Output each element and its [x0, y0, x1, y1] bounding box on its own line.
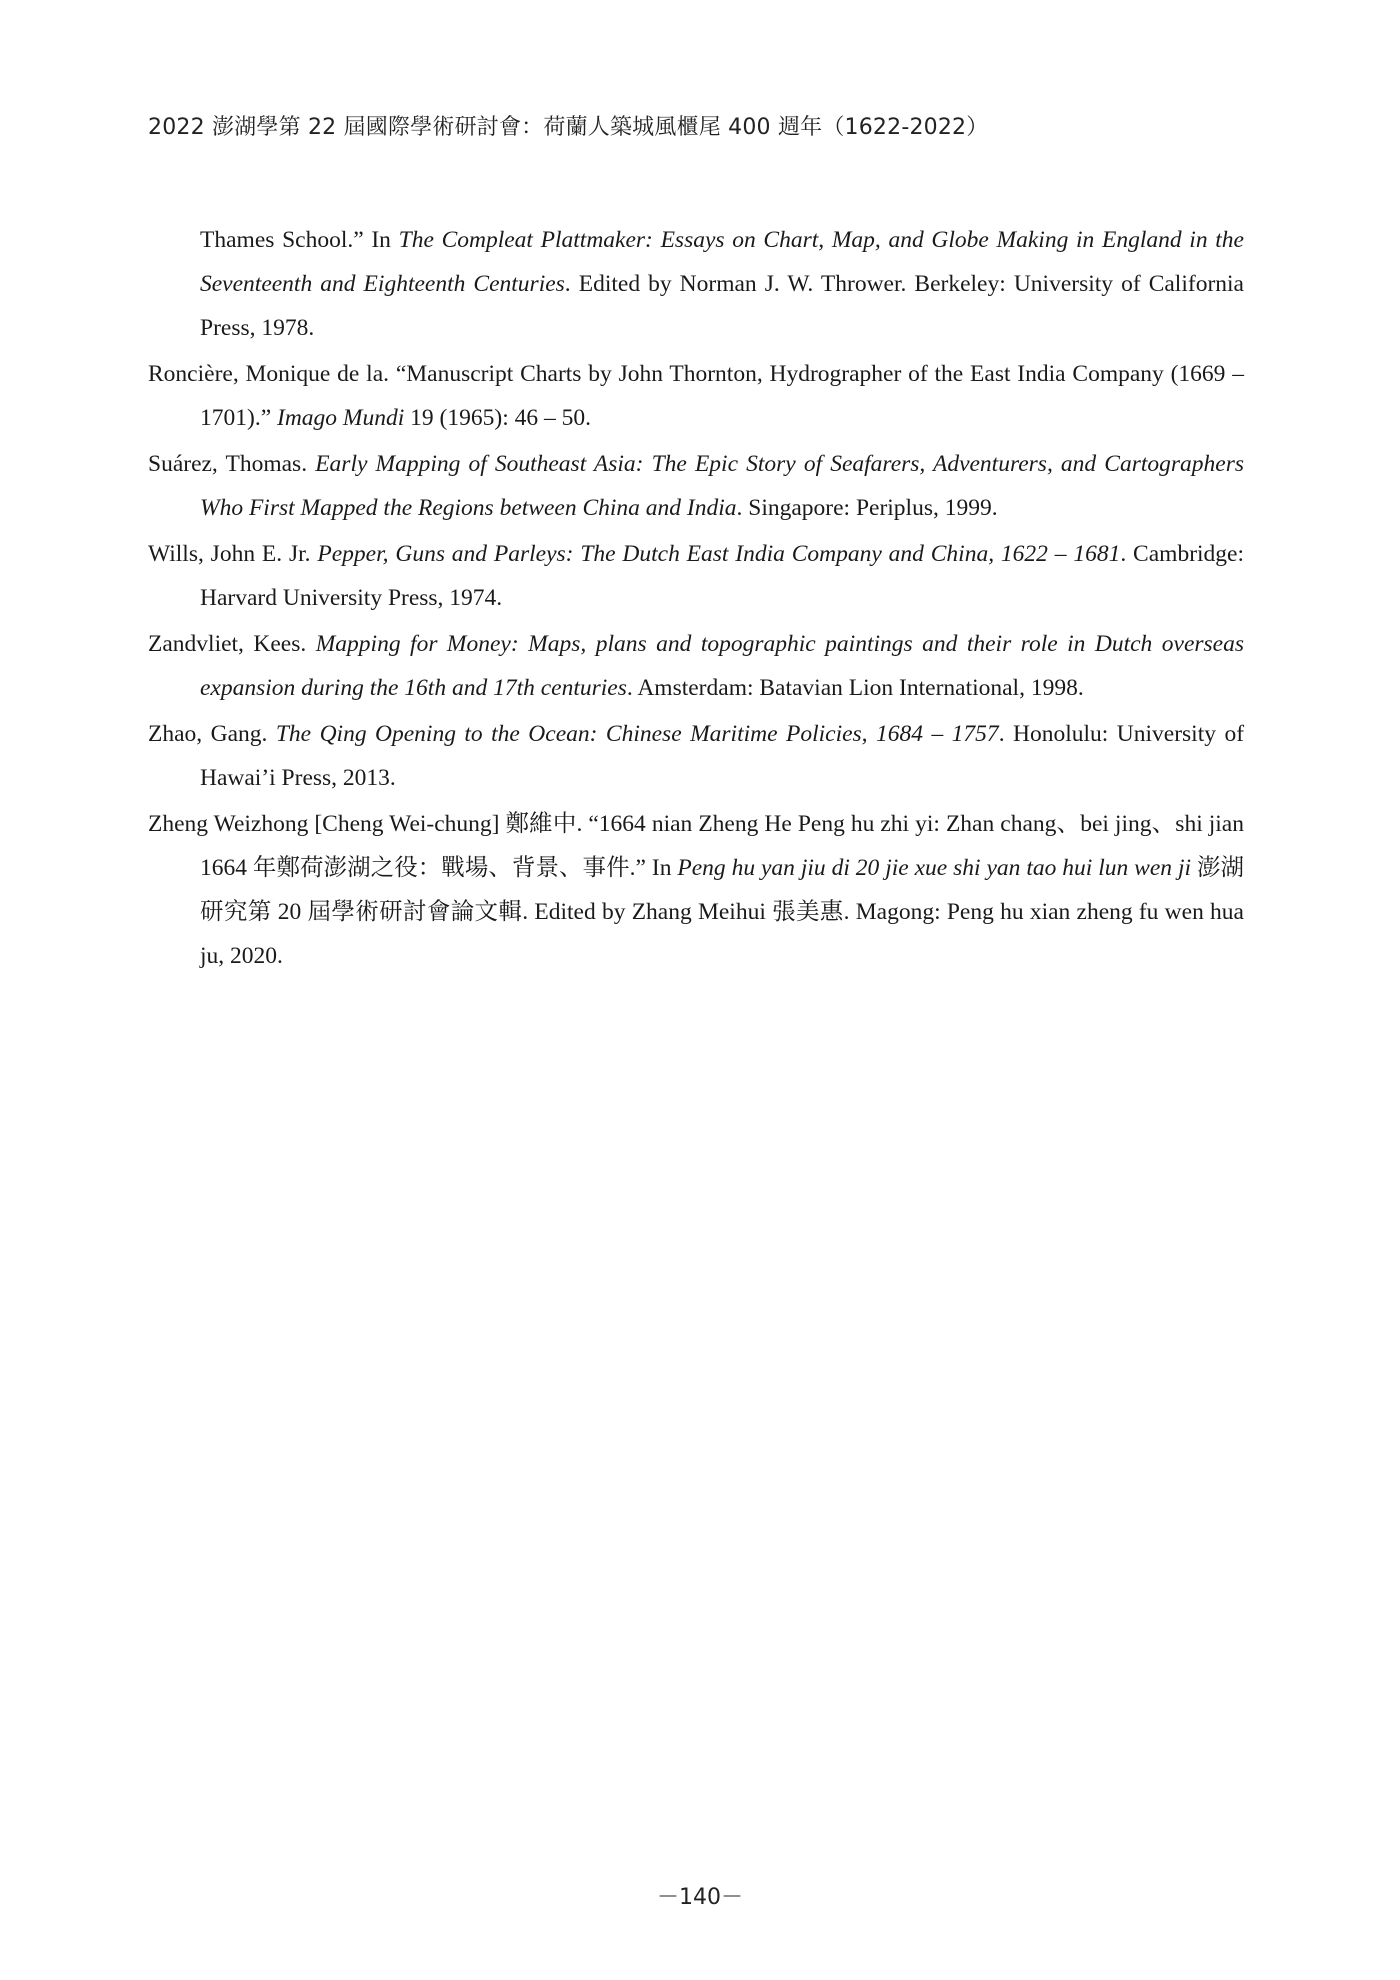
page-number: －140－ [657, 1885, 743, 1910]
bibliography-entry [148, 622, 1244, 710]
entry-text: . Edited by Norman J. W. Thrower. Berkeley: University of California Press, 1978. [200, 271, 1244, 341]
entry-text: . Honolulu: University of Hawai’i Press, 2013. [200, 721, 1245, 791]
bibliography-entry [148, 532, 1244, 620]
entry-text: . Singapore: Periplus, 1999. [736, 495, 998, 521]
entry-text: . Cambridge: Harvard University Press, 1974. [200, 541, 1245, 611]
entry-title: The Qing Opening to the Ocean: Chinese Maritime Policies, 1684 – 1757 [275, 721, 999, 747]
entry-text: Roncière, Monique de la. “Manuscript Charts by John Thornton, Hydrographer of the East India Company (1669 – 1701).” [148, 361, 1244, 431]
entry-text: Wills, John E. Jr. [148, 541, 318, 567]
entry-title: Imago Mundi [277, 405, 405, 431]
entry-title: Mapping for Money: Maps, plans and topographic paintings and their role in Dutch overseas expansion during the 16th and 17th centuries [200, 631, 1245, 701]
entry-title: Pepper, Guns and Parleys: The Dutch East India Company and China, 1622 – 1681 [317, 541, 1121, 567]
entry-text: Zhao, Gang. [148, 721, 276, 747]
bibliography-entry [148, 802, 1244, 978]
entry-title: Peng hu yan jiu di 20 jie xue shi yan tao hui lun wen ji [677, 855, 1192, 881]
bibliography-list [148, 218, 1244, 980]
entry-text: . Amsterdam: Batavian Lion International, 1998. [626, 675, 1084, 701]
entry-text: Suárez, Thomas. [148, 451, 316, 477]
bibliography-entry [148, 352, 1244, 440]
entry-text: Zandvliet, Kees. [148, 631, 316, 657]
entry-text: Thames School.” In [200, 227, 399, 253]
entry-text: 澎湖研究第 20 屆學術研討會論文輯. Edited by Zhang Meihui 張美惠. Magong: Peng hu xian zheng fu wen hua ju, 2020. [200, 855, 1244, 969]
bibliography-entry [148, 712, 1244, 800]
entry-title: The Compleat Plattmaker: Essays on Chart, Map, and Globe Making in England in the Seventeenth and Eighteenth Centuries [200, 227, 1244, 297]
entry-text: 19 (1965): 46 – 50. [404, 405, 591, 431]
entry-title: Early Mapping of Southeast Asia: The Epic Story of Seafarers, Adventurers, and Cartographers Who First Mapped the Regions between China and India [200, 451, 1244, 521]
bibliography-entry [148, 218, 1244, 350]
entry-text: Zheng Weizhong [Cheng Wei-chung] 鄭維中. “1664 nian Zheng He Peng hu zhi yi: Zhan chang、bei jing、shi jian 1664 年鄭荷澎湖之役：戰場、背景、事件.” In [148, 811, 1244, 881]
bibliography-entry [148, 442, 1244, 530]
running-header: 2022 澎湖學第 22 屆國際學術研討會：荷蘭人築城風櫃尾 400 週年（1622-2022） [148, 115, 989, 140]
